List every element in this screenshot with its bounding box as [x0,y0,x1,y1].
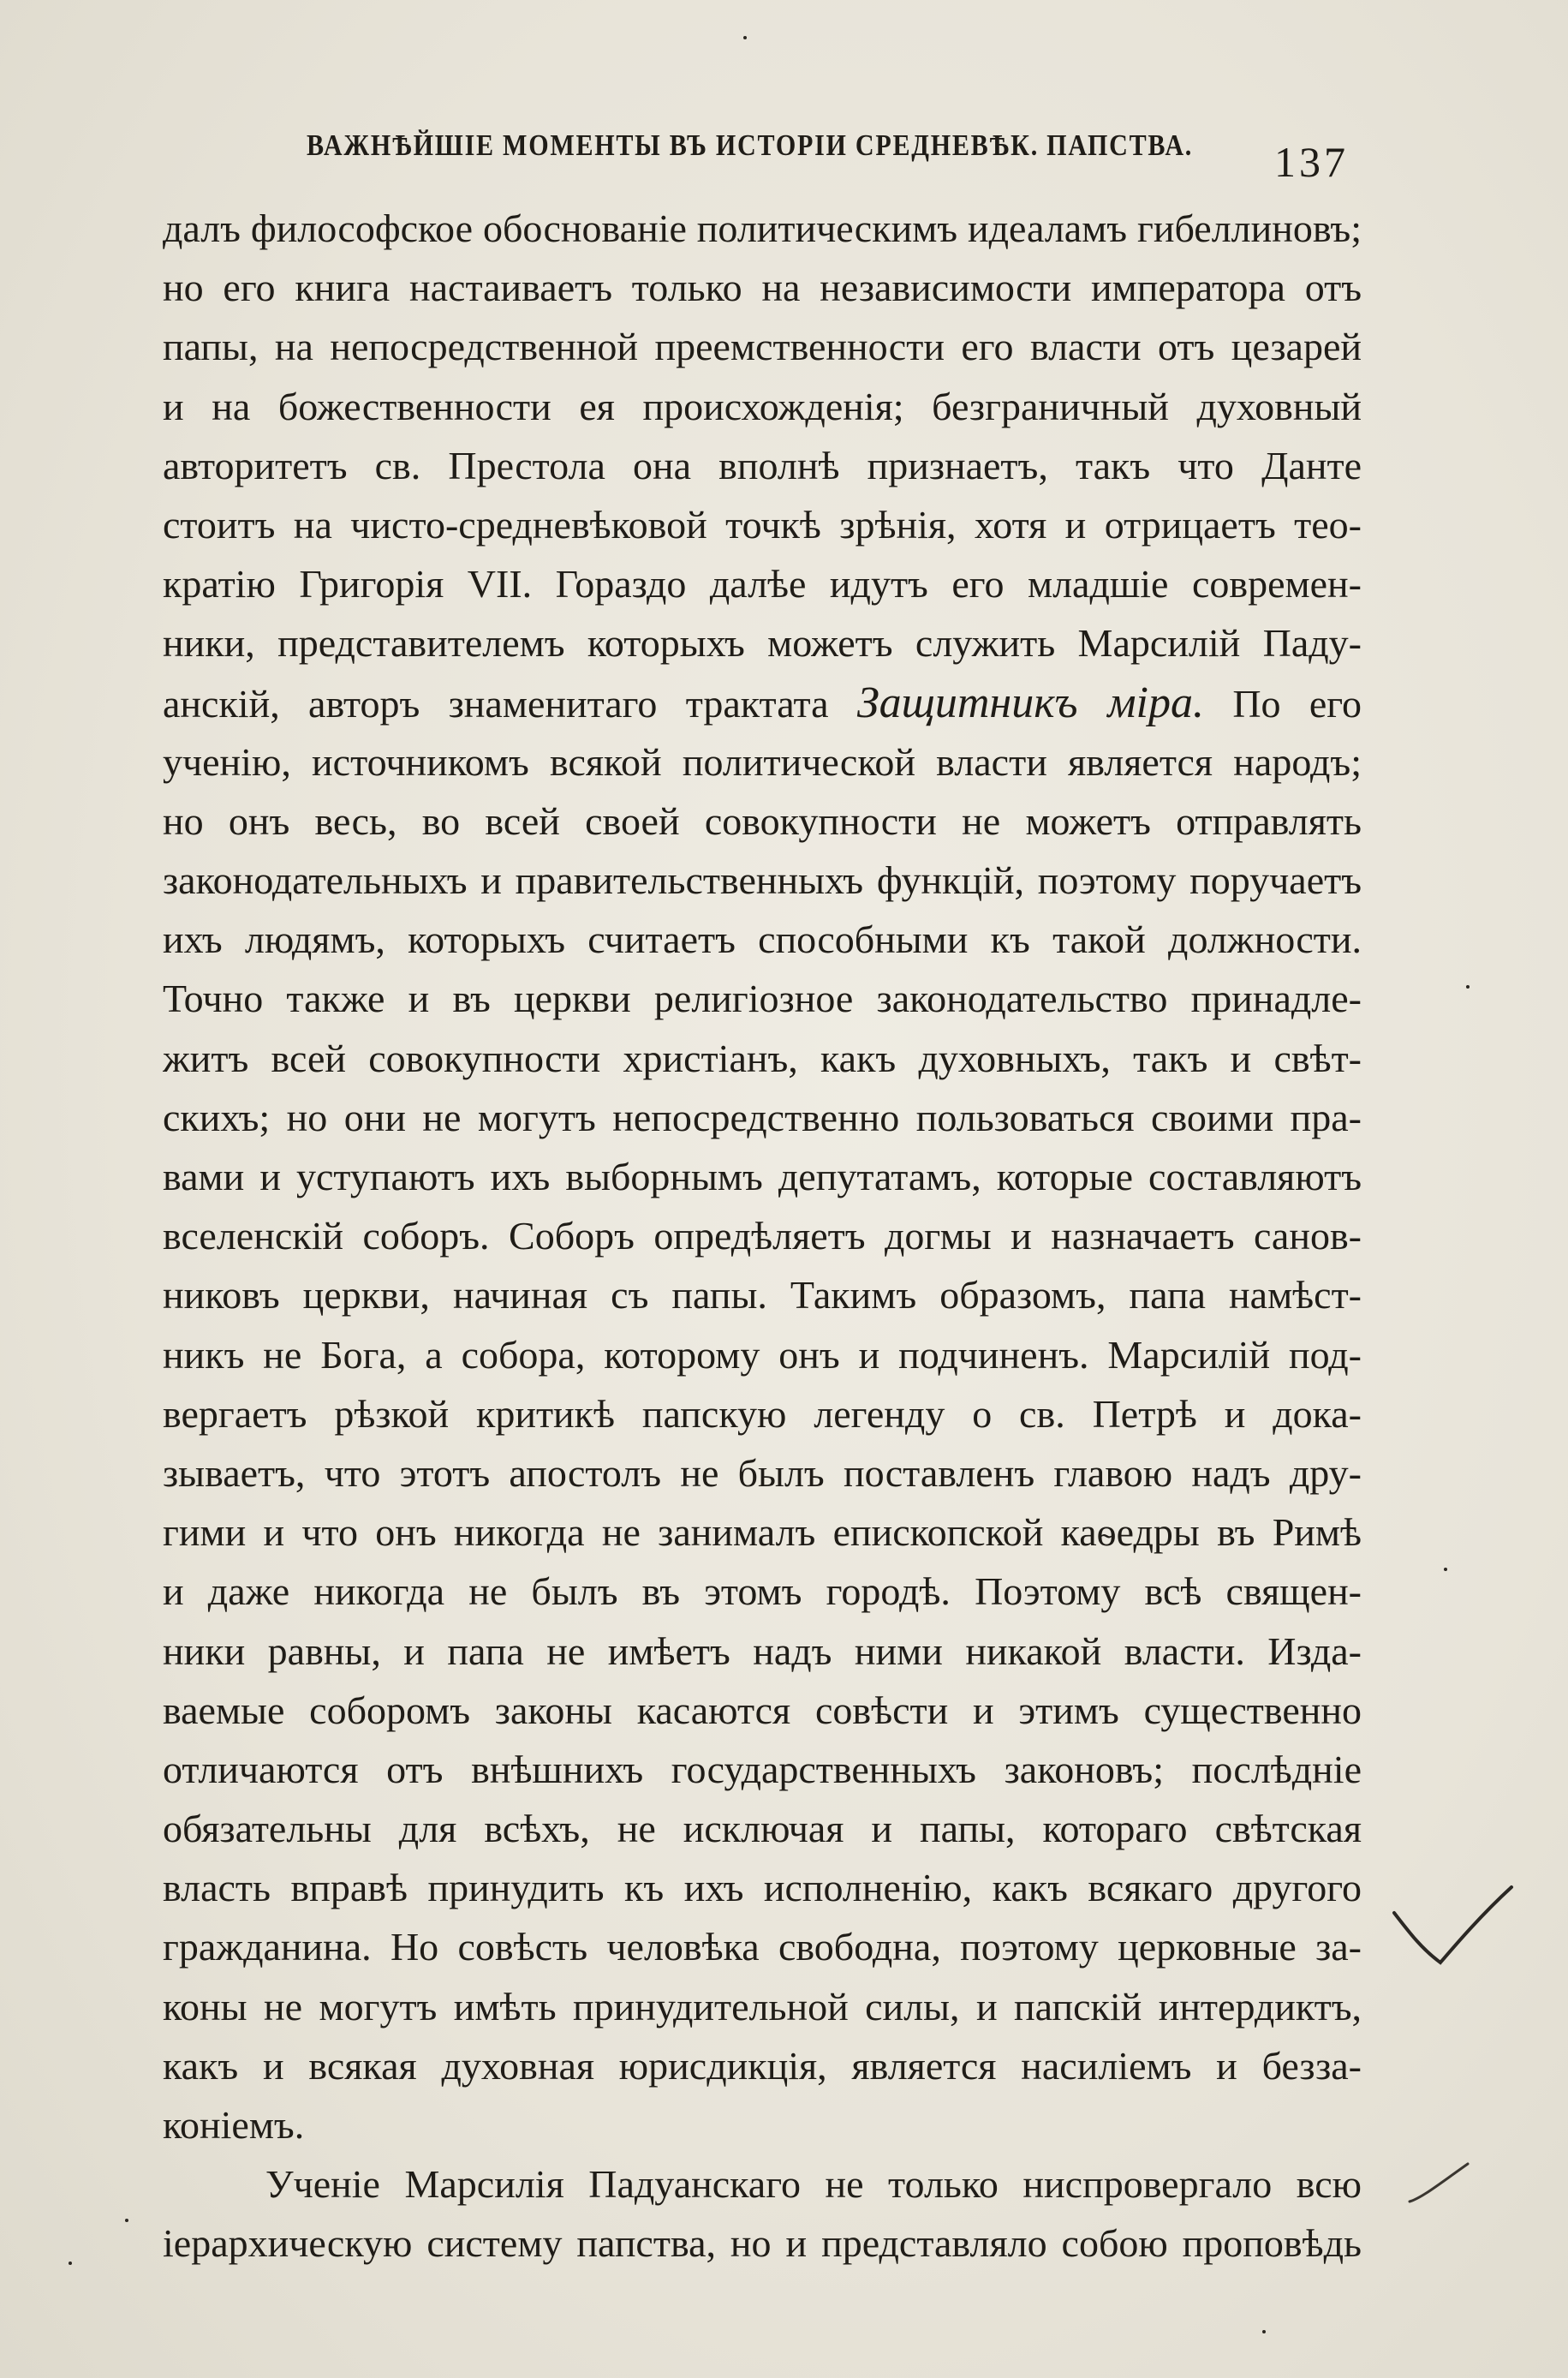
paper-speck [1466,985,1470,989]
body-text [163,199,1362,2273]
line-segment: По его [1232,681,1362,726]
paragraph-start-line: Ученіе Марсилія Падуанскаго не только ниспровергало всю [265,2162,1362,2207]
text-line: вергаетъ рѣзкой критикѣ папскую легенду о св. Петрѣ и дока- [163,1391,1362,1436]
text-line: законодательныхъ и правительственныхъ функцій, поэтому поручаетъ [163,858,1362,903]
text-line: кратію Григорія VII. Гораздо далѣе идутъ его младшіе современ- [163,562,1362,606]
text-line: скихъ; но они не могутъ непосредственно пользоваться своими пра- [163,1095,1362,1139]
text-line: житъ всей совокупности христіанъ, какъ духовныхъ, такъ и свѣт- [163,1036,1362,1080]
text-line: и на божественности ея происхожденія; безграничный духовный [163,384,1362,428]
text-line: папы, на непосредственной преемственности его власти отъ цезарей [163,325,1362,369]
text-line: гражданина. Но совѣсть человѣка свободна, поэтому церковные за- [163,1925,1362,1969]
paper-speck [125,2219,128,2222]
paper-speck [1262,2330,1266,2333]
pencil-tick [1404,2159,1473,2210]
text-line-with-italic-title [163,673,1362,732]
text-line: авторитетъ св. Престола она вполнѣ признаетъ, такъ что Данте [163,443,1362,487]
text-line: коны не могутъ имѣть принудительной силы, и папскій интердиктъ, [163,1984,1362,2028]
paper-speck [69,2261,72,2265]
text-line: вселенскій соборъ. Соборъ опредѣляетъ догмы и назначаетъ санов- [163,1214,1362,1258]
treatise-title: Защитникъ міра. [856,678,1204,727]
pencil-checkmark [1387,1880,1516,1975]
text-line: ники равны, и папа не имѣетъ надъ ними никакой власти. Изда- [163,1628,1362,1673]
text-line: никовъ церкви, начиная съ папы. Такимъ образомъ, папа намѣст- [163,1273,1362,1317]
text-line: гими и что онъ никогда не занималъ епископской каѳедры въ Римѣ [163,1510,1362,1555]
text-line: но его книга настаиваетъ только на независимости императора отъ [163,266,1362,310]
text-line: далъ философское обоснованіе политическимъ идеаламъ гибеллиновъ; [163,206,1362,250]
text-line: но онъ весь, во всей своей совокупности не можетъ отправлять [163,798,1362,843]
running-title: ВАЖНѢЙШІЕ МОМЕНТЫ ВЪ ИСТОРІИ СРЕДНЕВѢК. ПАПСТВА. [307,128,1194,162]
text-line: Точно также и въ церкви религіозное законодательство принадле- [163,977,1362,1021]
text-line: какъ и всякая духовная юрисдикція, является насиліемъ и безза- [163,2043,1362,2088]
text-line: никъ не Бога, а собора, которому онъ и подчиненъ. Марсилій под- [163,1332,1362,1377]
line-segment: анскій, авторъ знаменитаго трактата [163,681,829,726]
text-line: и даже никогда не былъ въ этомъ городѣ. Поэтому всѣ священ- [163,1569,1362,1614]
text-line: ученію, источникомъ всякой политической власти является народъ; [163,739,1362,784]
text-line: власть вправѣ принудить къ ихъ исполненію, какъ всякаго другого [163,1866,1362,1910]
text-line: обязательны для всѣхъ, не исключая и папы, котораго свѣтская [163,1807,1362,1851]
paragraph-end-line: коніемъ. [163,2103,305,2147]
text-line: стоитъ на чисто-средневѣковой точкѣ зрѣнія, хотя и отрицаетъ тео- [163,502,1362,547]
text-line: вами и уступаютъ ихъ выборнымъ депутатамъ, которые составляютъ [163,1155,1362,1198]
page-number: 137 [1274,138,1349,186]
text-line: зываетъ, что этотъ апостолъ не былъ поставленъ главою надъ дру- [163,1450,1362,1495]
text-line: отличаются отъ внѣшнихъ государственныхъ законовъ; послѣдніе [163,1747,1362,1791]
paper-speck [743,36,747,39]
text-line: іерархическую систему папства, но и представляло собою проповѣдь [163,2221,1362,2266]
text-line: ихъ людямъ, которыхъ считаетъ способными къ такой должности. [163,917,1362,962]
text-line: ники, представителемъ которыхъ можетъ служить Марсилій Паду- [163,621,1362,666]
text-line: ваемые соборомъ законы касаются совѣсти и этимъ существенно [163,1688,1362,1732]
paper-speck [1444,1568,1447,1571]
